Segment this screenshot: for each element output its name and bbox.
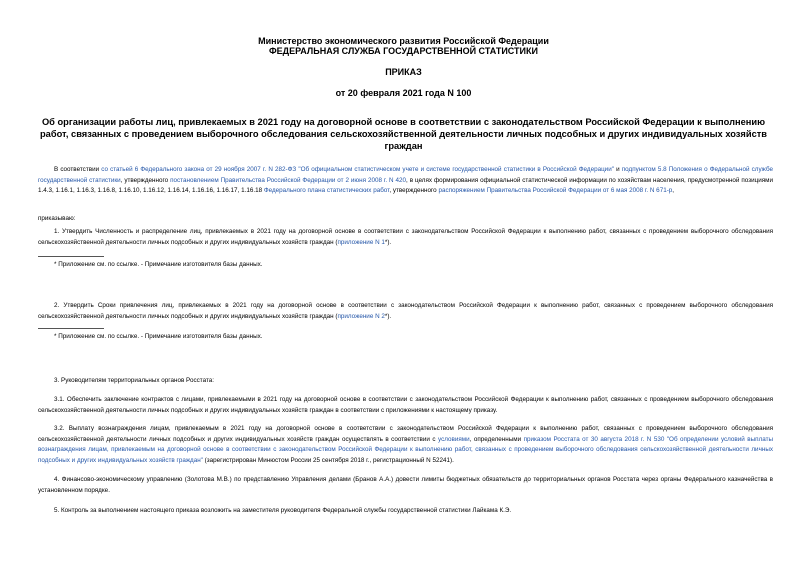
conditions-link[interactable]: условиями (438, 435, 470, 443)
item-3-2-paragraph (38, 424, 773, 466)
document-type: ПРИКАЗ (385, 67, 422, 77)
item-4: 4. Финансово-экономическому управлению (Золотова М.В.) по представлению Управления делами (Бранов А.А.) довести лимиты бюджетных обязательств до территориальных органов Росстата через органы Федерального казначейства в установленном порядке. (38, 476, 773, 494)
appendix-1-link[interactable]: приложение N 1 (337, 238, 385, 246)
preamble-text: , утвержденного (389, 187, 439, 194)
rosstat-order-link[interactable]: приказом Росстата от 30 августа 2018 г. N 530 "Об определении условий выплаты вознаграждения лицам, привлекаемым на договорной основе в соответствии с законодательством Российской Федерации к выполнению работ, связанных с проведением выборочного обследования сельскохозяйственной деятельности личных подсобных и других индивидуальных хозяйств граждан" (38, 435, 774, 464)
item-5: 5. Контроль за выполнением настоящего приказа возложить на заместителя руководителя Федеральной службы государственной статистики Лайкама К.Э. (54, 507, 512, 514)
law-article-link[interactable]: со статьей 6 Федерального закона от 29 ноября 2007 г. N 282-ФЗ "Об официальном статистическом учете и системе государственной статистики в Российской Федерации" (101, 166, 614, 173)
item-1-tail: *). (384, 238, 392, 246)
government-decree-link[interactable]: постановлением Правительства Российской Федерации от 2 июня 2008 г. N 420 (170, 176, 407, 184)
footnote-divider (38, 328, 104, 329)
statistical-plan-link[interactable]: Федерального плана статистических работ (263, 187, 390, 194)
preamble-text: , (672, 187, 675, 194)
preamble-text: , в целях формирования официальной статистической информации по хозяйствам населения, предусмотренной позициями 1.4.3, 1.16.1, 1.16.3, 1.16.8, 1.16.10, 1.16.12, 1.16.14, 1.16.16, 1.16.17, 1.16.18 (38, 176, 773, 194)
preamble-text: и (613, 166, 622, 173)
preamble-paragraph (38, 165, 773, 197)
order-word: приказываю: (38, 215, 76, 222)
footnote-divider (38, 256, 104, 257)
item-3-2-text: (зарегистрирован Минюстом России 25 сентября 2018 г., регистрационный N 52241). (202, 456, 454, 464)
ministry-name: Министерство экономического развития Российской Федерации (258, 36, 549, 46)
government-order-link[interactable]: распоряжением Правительства Российской Федерации от 6 мая 2008 г. N 671-р (438, 187, 673, 194)
item-3-2-text: , определенными (469, 435, 524, 443)
preamble-text: , утвержденного (120, 176, 171, 184)
item-1-text: 1. Утвердить Численность и распределение лиц, привлекаемых в 2021 году на договорной основе в соответствии с законодательством Российской Федерации к выполнению работ, связанных с проведением выборочного обследования сельскохозяйственной деятельности личных подсобных и других индивидуальных хозяйств граждан ( (38, 228, 773, 246)
item-3: 3. Руководителям территориальных органов Росстата: (54, 377, 215, 384)
appendix-2-link[interactable]: приложение N 2 (337, 312, 385, 320)
footnote-2: * Приложение см. по ссылке. - Примечание изготовителя базы данных. (54, 333, 263, 340)
regulation-subpoint-link[interactable]: подпунктом 5.8 Положения о Федеральной службе государственной статистики (38, 166, 773, 184)
footnote-1: * Приложение см. по ссылке. - Примечание изготовителя базы данных. (54, 261, 263, 268)
item-1-paragraph (38, 227, 773, 248)
item-2-text: 2. Утвердить Сроки привлечения лиц, привлекаемых в 2021 году на договорной основе в соответствии с законодательством Российской Федерации к выполнению работ, связанных с проведением выборочного обследования сельскохозяйственной деятельности личных подсобных и других индивидуальных хозяйств граждан ( (38, 302, 773, 320)
service-name: ФЕДЕРАЛЬНАЯ СЛУЖБА ГОСУДАРСТВЕННОЙ СТАТИСТИКИ (269, 46, 538, 56)
item-2-tail: *). (384, 312, 392, 320)
item-2-paragraph (38, 301, 773, 322)
document-date-number: от 20 февраля 2021 года N 100 (335, 88, 472, 98)
item-3-2-text: 3.2. Выплату вознаграждения лицам, привлекаемым в 2021 году на договорной основе в соответствии с законодательством Российской Федерации к выполнению работ, связанных с проведением выборочного обследования сельскохозяйственной деятельности личных подсобных и других индивидуальных хозяйств граждан осуществлять в соответствии с (38, 425, 773, 443)
item-3-1: 3.1. Обеспечить заключение контрактов с лицами, привлекаемыми в 2021 году на договорной основе в соответствии с законодательством Российской Федерации к выполнению работ, связанных с проведением выборочного обследования сельскохозяйственной деятельности личных подсобных и других индивидуальных хозяйств граждан в соответствии с приложениями к настоящему приказу. (38, 396, 773, 414)
document-title: Об организации работы лиц, привлекаемых в 2021 году на договорной основе в соответствии с законодательством Российской Федерации к выполнению работ, связанных с проведением выборочного обследования сельскохозяйственной деятельности личных подсобных и других индивидуальных хозяйств граждан (39, 117, 768, 151)
preamble-text: В соответствии (54, 166, 102, 173)
